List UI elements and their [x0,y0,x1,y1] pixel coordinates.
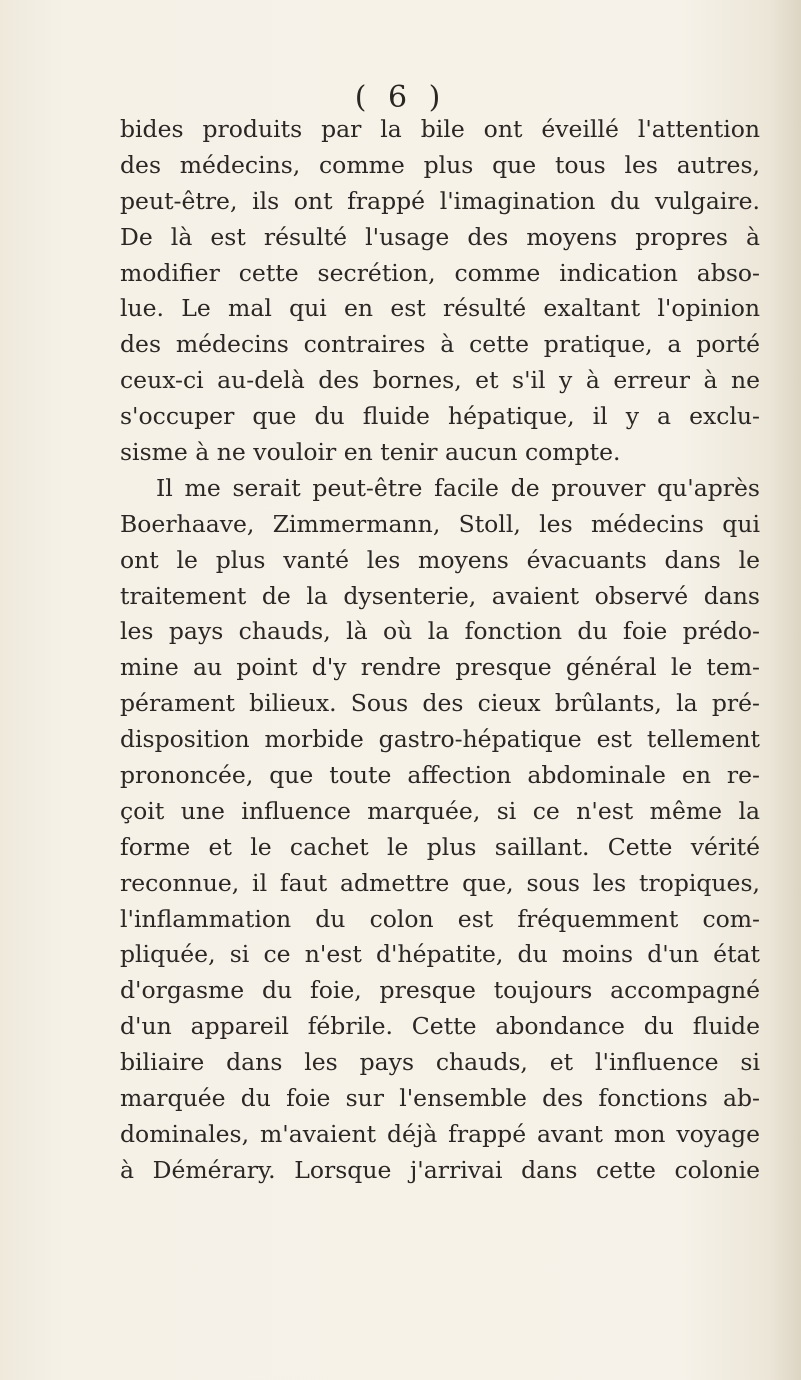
text-line: Boerhaave, Zimmermann, Stoll, les médecins qui [120,509,760,538]
text-line: marquée du foie sur l'ensemble des fonctions ab- [120,1084,760,1113]
text-line: pliquée, si ce n'est d'hépatite, du moins d'un état [120,940,760,969]
text-line: çoit une influence marquée, si ce n'est même la [120,796,760,825]
text-line: Il me serait peut-être facile de prouver qu'après [156,473,760,502]
text-line: ceux-ci au-delà des bornes, et s'il y à erreur à ne [120,366,760,395]
text-line: l'inflammation du colon est fréquemment com- [120,904,760,933]
text-line: ont le plus vanté les moyens évacuants dans le [120,545,760,574]
text-line: peut-être, ils ont frappé l'imagination du vulgaire. [120,186,760,215]
text-line: reconnue, il faut admettre que, sous les tropiques, [120,868,760,897]
text-line: traitement de la dysenterie, avaient observé dans [120,581,760,610]
text-line: biliaire dans les pays chauds, et l'influence si [120,1048,760,1077]
page-number: ( 6 ) [354,80,447,115]
text-line: des médecins contraires à cette pratique, a porté [120,330,760,359]
text-line: De là est résulté l'usage des moyens propres à [120,222,760,251]
text-line: dominales, m'avaient déjà frappé avant mon voyage [120,1119,760,1148]
text-line: mine au point d'y rendre presque général le tem- [120,653,760,682]
text-line: bides produits par la bile ont éveillé l'attention [120,115,760,143]
text-line: prononcée, que toute affection abdominale en re- [120,761,760,790]
text-line: à Démérary. Lorsque j'arrivai dans cette colonie [120,1155,760,1184]
text-line: les pays chauds, là où la fonction du foie prédo- [120,617,760,646]
text-line: pérament bilieux. Sous des cieux brûlants, la pré- [120,689,760,718]
text-line: sisme à ne vouloir en tenir aucun compte. [120,438,621,467]
body-text [120,112,760,1189]
text-line: d'un appareil fébrile. Cette abondance du fluide [120,1012,760,1041]
text-line: d'orgasme du foie, presque toujours accompagné [120,976,760,1005]
text-line: disposition morbide gastro-hépatique est tellement [120,725,760,754]
text-line: forme et le cachet le plus saillant. Cette vérité [120,832,760,861]
text-line: modifier cette secrétion, comme indication abso- [120,258,760,287]
text-line: des médecins, comme plus que tous les autres, [120,150,760,179]
text-line: lue. Le mal qui en est résulté exaltant l'opinion [120,294,760,323]
text-line: s'occuper que du fluide hépatique, il y a exclu- [120,402,760,431]
